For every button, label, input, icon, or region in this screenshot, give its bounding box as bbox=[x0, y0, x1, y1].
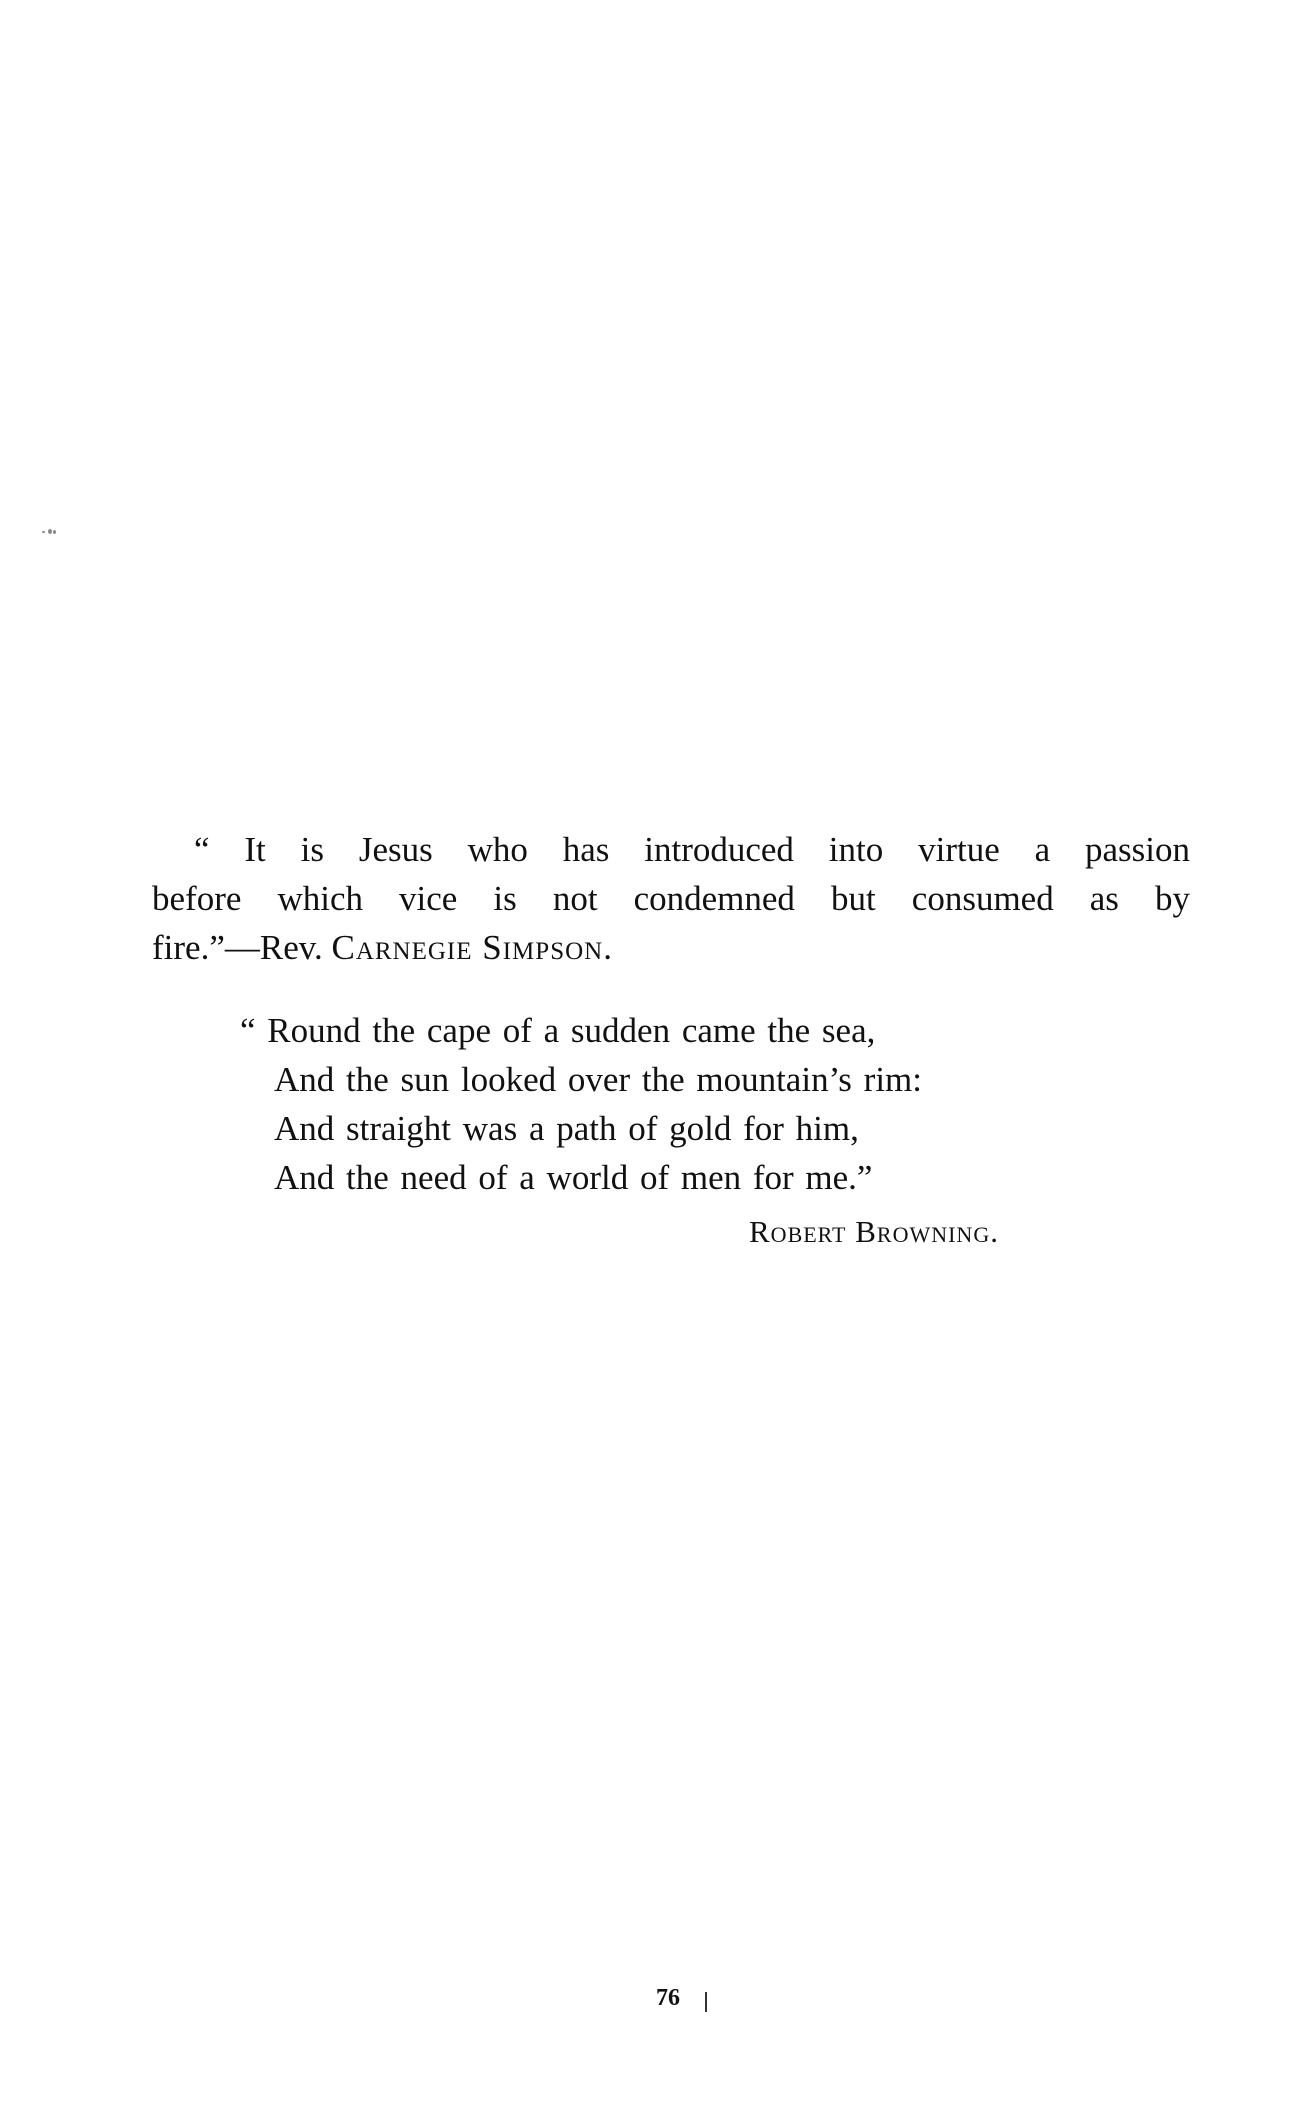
quote-line: fire.”—Rev. bbox=[152, 928, 332, 967]
poem-line: And the need of a world of men for me.” bbox=[274, 1158, 873, 1197]
poem-attribution: Robert Browning. bbox=[749, 1214, 999, 1249]
poem-line: And the sun looked over the mountain’s rim: bbox=[274, 1060, 922, 1099]
poem-line: And straight was a path of gold for him, bbox=[274, 1109, 859, 1148]
quote-line: before which vice is not condemned but consumed as by bbox=[152, 879, 1190, 918]
quote-author: Carnegie Simpson. bbox=[331, 928, 613, 967]
poem-robert-browning bbox=[240, 1006, 1140, 1202]
scan-mark bbox=[705, 1992, 707, 2012]
scan-speck bbox=[42, 528, 58, 536]
quote-line-final bbox=[152, 923, 1190, 972]
page-number: 76 bbox=[656, 1985, 680, 2011]
poem-line: “ Round the cape of a sudden came the sea, bbox=[240, 1011, 876, 1050]
quote-carnegie-simpson bbox=[152, 825, 1190, 972]
quote-line: “ It is Jesus who has introduced into virtue a passion bbox=[194, 830, 1190, 869]
